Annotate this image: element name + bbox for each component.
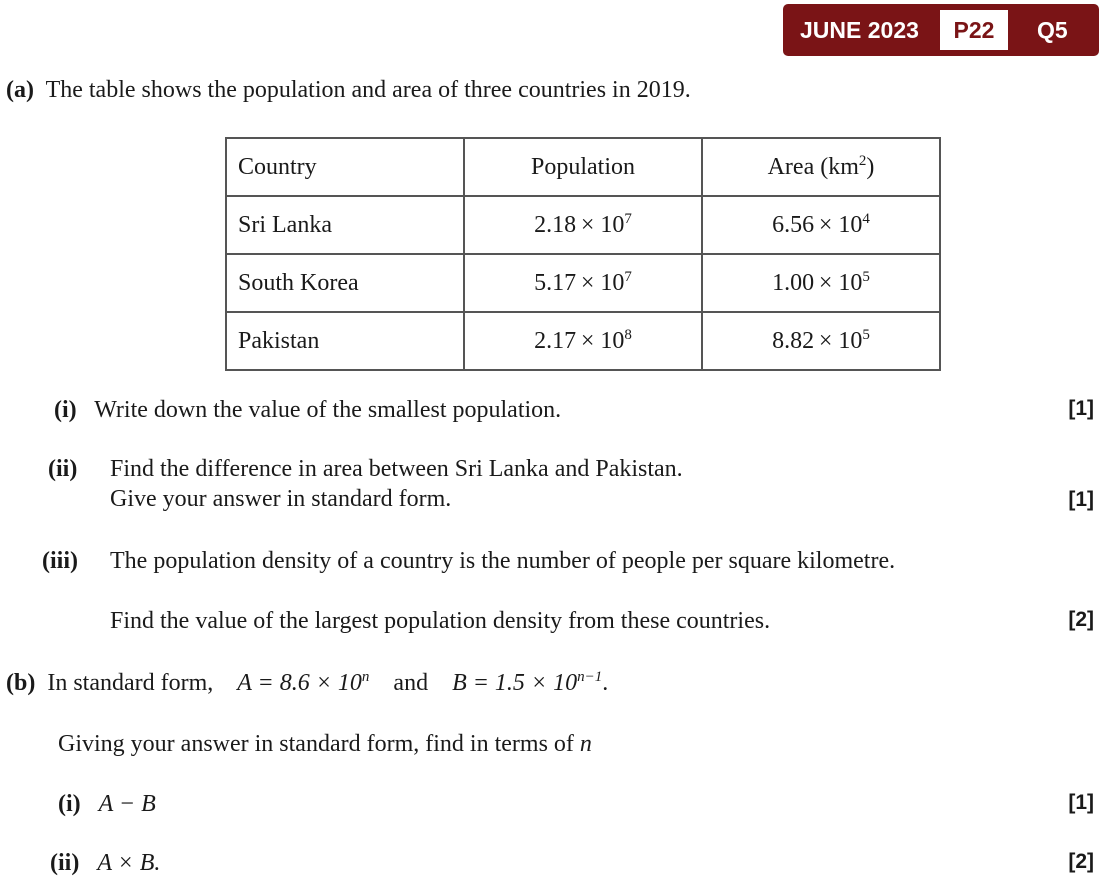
country-cell: Sri Lanka — [226, 196, 464, 254]
table-row — [226, 254, 940, 312]
part-b-intro: In standard form, — [47, 670, 214, 696]
population-table — [225, 137, 941, 371]
question-text: Find the value of the largest population density from these countries. — [110, 608, 771, 634]
part-b-heading: (b) In standard form, $A = 8.6 \times 10^n$ and $B = 1.5 \times 10^{n-1}$. — [6, 669, 609, 696]
header-area: Area $(km^2)$ — [702, 138, 940, 196]
question-text: Find the difference in area between Sri Lanka and Pakistan. — [110, 456, 683, 482]
table-row — [226, 312, 940, 370]
part-b-label: (b) — [6, 670, 36, 696]
question-label: (i) — [54, 397, 77, 423]
mark-b-i: [1] — [1068, 791, 1094, 814]
question-b-i — [58, 789, 156, 819]
area-cell: $1.00 \times 10^5$ — [702, 254, 940, 312]
paper-number: P22 — [940, 10, 1008, 50]
area-cell: $6.56 \times 10^4$ — [702, 196, 940, 254]
exam-badge — [783, 4, 1099, 56]
area-cell: $8.82 \times 10^5$ — [702, 312, 940, 370]
header-population: Population — [464, 138, 702, 196]
population-cell: $5.17 \times 10^7$ — [464, 254, 702, 312]
exam-date: JUNE 2023 — [800, 17, 919, 43]
question-number: Q5 — [1037, 17, 1068, 43]
part-a-text: The table shows the population and area of three countries in 2019. — [45, 77, 691, 103]
part-b-instruction: Giving your answer in standard form, find in terms of n — [58, 731, 592, 757]
mark-a-iii: [2] — [1068, 608, 1094, 631]
header-country: Country — [226, 138, 464, 196]
question-text: The population density of a country is the number of people per square kilometre. — [110, 548, 896, 574]
population-cell: $2.17 \times 10^8$ — [464, 312, 702, 370]
question-text: Give your answer in standard form. — [110, 486, 452, 512]
mark-a-ii: [1] — [1068, 488, 1094, 511]
question-label: (i) — [58, 791, 81, 817]
mark-b-ii: [2] — [1068, 850, 1094, 873]
question-text: Write down the value of the smallest population. — [94, 397, 562, 423]
country-cell: Pakistan — [226, 312, 464, 370]
part-a-heading — [6, 75, 691, 105]
mark-a-i: [1] — [1068, 397, 1094, 420]
question-label: (ii) — [50, 850, 80, 876]
question-label: (ii) — [48, 456, 78, 482]
expression-b: $B = 1.5 \times 10^{n-1}$ — [452, 669, 603, 696]
question-a-i — [54, 395, 561, 425]
question-expression: A − B — [98, 791, 156, 817]
question-label: (iii) — [42, 548, 78, 574]
table-row — [226, 196, 940, 254]
population-cell: $2.18 \times 10^7$ — [464, 196, 702, 254]
table-header-row — [226, 138, 940, 196]
country-cell: South Korea — [226, 254, 464, 312]
part-a-label: (a) — [6, 77, 34, 103]
question-expression: A × B. — [97, 850, 161, 876]
question-b-ii — [50, 848, 160, 878]
expression-a: $A = 8.6 \times 10^n$ — [237, 669, 370, 696]
and-word: and — [393, 670, 429, 696]
